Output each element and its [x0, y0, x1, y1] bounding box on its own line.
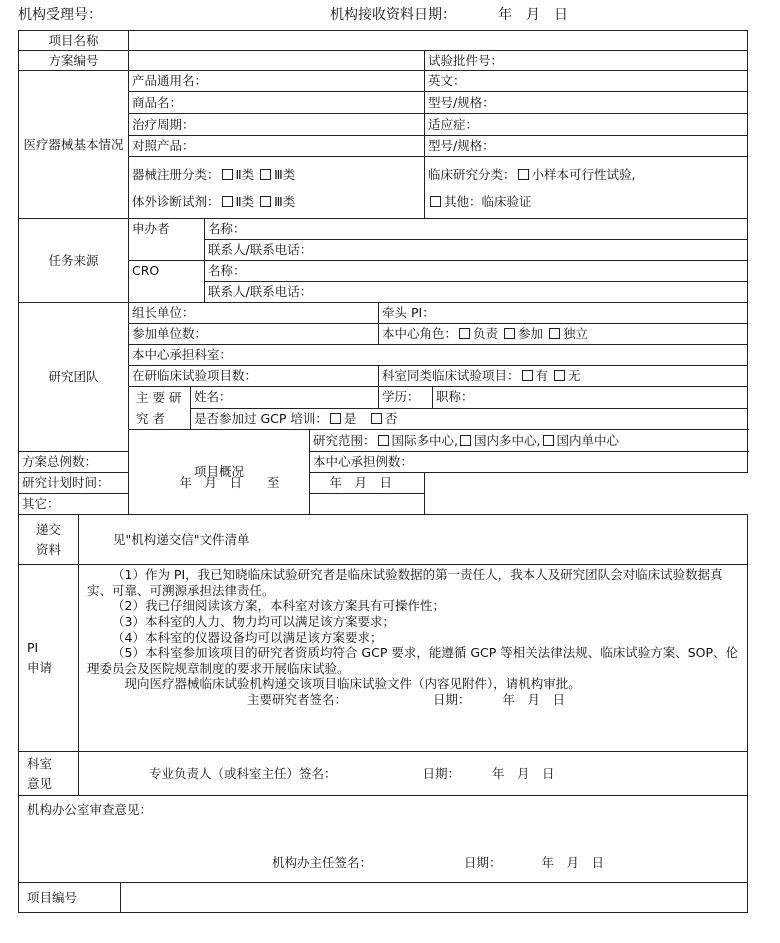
office-date-label: 日期：: [464, 854, 502, 870]
model-spec-field[interactable]: 型号/规格：: [425, 92, 748, 114]
pi-sign-label: 主要研究者签名：: [247, 692, 348, 707]
dept-sign-label: 专业负责人（或科室主任）签名：: [149, 765, 337, 781]
pi-statement-6: 现向医疗器械临床试验机构递交该项目临床试验文件（内容见附件），请机构审批。: [124, 676, 581, 692]
scope-label: 研究范围：: [313, 432, 376, 448]
cro-label: CRO: [129, 261, 205, 303]
class2-label: Ⅱ类: [235, 166, 255, 182]
clinical-class-cell: [425, 157, 748, 219]
registration-class-cell: [129, 157, 425, 219]
cro-contact-field[interactable]: 联系人/联系电话：: [205, 282, 748, 303]
device-section-label: 医疗器械基本情况: [19, 71, 129, 219]
english-name-field[interactable]: 英文：: [425, 71, 748, 92]
similar-no-checkbox[interactable]: [554, 370, 565, 381]
treatment-period-field[interactable]: 治疗周期：: [129, 114, 425, 136]
sponsor-label: 申办者: [129, 219, 205, 261]
research-team-label: 研究团队: [19, 303, 129, 452]
dept-date-label: 日期：: [422, 765, 461, 781]
role-alone-checkbox[interactable]: [549, 328, 560, 339]
trade-name-field[interactable]: 商品名：: [129, 92, 425, 114]
gcp-training-label: 是否参加过 GCP 培训：: [194, 410, 328, 426]
center-cases-field[interactable]: 本中心承担例数：: [310, 452, 748, 473]
overview-label: 项目概况: [129, 430, 310, 515]
office-opinion-label: 机构办公室审查意见：: [27, 802, 153, 817]
center-role-label: 本中心角色：: [382, 326, 458, 342]
pi-statement-2: （2）我已仔细阅读该方案，本科室对该方案具有可操作性；: [112, 598, 445, 614]
center-role-cell: [379, 324, 748, 345]
education-field[interactable]: 学历：: [379, 387, 433, 409]
similar-no-label: 无: [568, 368, 581, 384]
role-lead-checkbox[interactable]: [459, 328, 470, 339]
submit-content: 见"机构递交信"文件清单: [79, 515, 748, 565]
gcp-yes-checkbox[interactable]: [330, 413, 341, 424]
similar-trials-label: 科室同类临床试验项目：: [382, 368, 520, 384]
similar-yes-label: 有: [535, 368, 549, 384]
main-researcher-label: 主 要 研 究 者: [129, 387, 191, 430]
control-product-field[interactable]: 对照产品：: [129, 136, 425, 157]
role-lead-label: 负责: [473, 326, 499, 342]
domestic-checkbox[interactable]: [460, 435, 471, 446]
dept-label-line1: 科室: [27, 755, 53, 771]
gcp-yes-label: 是: [343, 410, 357, 426]
plan-time-cell[interactable]: [19, 473, 425, 494]
pi-statement-1: （1）作为 PI，我已知晓临床试验研究者是临床试验数据的第一责任人，我本人及研究团队会对临床试验数据真实、可靠、可溯源承担法律责任。: [87, 567, 723, 598]
department-field[interactable]: 本中心承担科室：: [129, 345, 748, 366]
project-name-label: 项目名称: [19, 31, 129, 51]
sponsor-name-field[interactable]: 名称：: [205, 219, 748, 240]
role-alone-label: 独立: [563, 326, 589, 342]
indication-field[interactable]: 适应症：: [425, 114, 748, 136]
single-label: 国内单中心: [556, 432, 620, 448]
intl-label: 国际多中心,: [391, 432, 459, 448]
pi-statement-4: （4）本科室的仪器设备均可以满足该方案要求；: [112, 629, 383, 645]
lead-pi-field[interactable]: 牵头 PI：: [379, 303, 748, 324]
class3-label: Ⅲ类: [274, 166, 296, 182]
pi-label-line2: 申请: [27, 660, 53, 675]
role-join-label: 参加: [518, 326, 544, 342]
gcp-no-checkbox[interactable]: [371, 413, 382, 424]
ivd-class2-label: Ⅱ类: [235, 193, 255, 209]
control-model-field[interactable]: 型号/规格：: [425, 136, 748, 157]
project-number-field[interactable]: [121, 883, 748, 913]
participant-count-field[interactable]: 参加单位数：: [129, 324, 379, 345]
single-checkbox[interactable]: [543, 435, 554, 446]
ivd-class3-checkbox[interactable]: [260, 196, 271, 207]
project-name-field[interactable]: [129, 31, 748, 51]
project-number-label: 项目编号: [19, 883, 121, 913]
cro-name-field[interactable]: 名称：: [205, 261, 748, 282]
class2-checkbox[interactable]: [222, 169, 233, 180]
plan-number-field[interactable]: [129, 51, 425, 71]
task-source-label: 任务来源: [19, 219, 129, 303]
dept-sign-row[interactable]: [79, 752, 748, 796]
dept-opinion-label: [19, 752, 79, 796]
office-sign-label: 机构办主任签名：: [272, 854, 373, 870]
plan-time-fill: 年 月 日 至 年 月 日: [179, 475, 393, 491]
office-date-fill: 年 月 日: [541, 854, 605, 870]
domestic-label: 国内多中心,: [474, 432, 541, 448]
device-reg-class-label: 器械注册分类：: [132, 166, 220, 182]
intl-checkbox[interactable]: [378, 435, 389, 446]
small-sample-checkbox[interactable]: [518, 169, 529, 180]
other-checkbox[interactable]: [430, 196, 441, 207]
office-sign-row: [27, 855, 739, 871]
application-form: [18, 30, 748, 913]
class3-checkbox[interactable]: [260, 169, 271, 180]
receive-date-fill: 年 月 日: [498, 7, 568, 23]
pi-label-line1: PI: [27, 640, 39, 655]
gcp-no-label: 否: [384, 410, 398, 426]
ivd-class3-label: Ⅲ类: [274, 193, 296, 209]
small-sample-label: 小样本可行性试验,: [531, 166, 636, 182]
pi-statement: [79, 565, 748, 752]
dept-date-fill: 年 月 日: [492, 765, 555, 781]
other-verification-label: 其他：临床验证: [444, 193, 532, 209]
ivd-class2-checkbox[interactable]: [222, 196, 233, 207]
receive-date-label: 机构接收资料日期：: [330, 7, 456, 23]
researcher-name-field[interactable]: 姓名：: [191, 387, 379, 409]
batch-number-label[interactable]: 试验批件号：: [425, 51, 748, 71]
dept-label-line2: 意见: [27, 775, 53, 791]
total-cases-field[interactable]: 方案总例数：: [19, 452, 129, 473]
similar-yes-checkbox[interactable]: [522, 370, 533, 381]
clinical-class-label: 临床研究分类：: [428, 166, 516, 182]
ongoing-trials-field[interactable]: 在研临床试验项目数：: [129, 366, 379, 387]
pi-date-fill: 年 月 日: [502, 692, 566, 707]
pi-label: [19, 565, 79, 752]
pi-date-label: 日期：: [433, 692, 471, 707]
gcp-training-cell: [191, 408, 748, 430]
sponsor-contact-field[interactable]: 联系人/联系电话：: [205, 240, 748, 261]
pi-statement-5: （5）本科室参加该项目的研究者资质均符合 GCP 要求，能遵循 GCP 等相关法律法规、临床试验方案、SOP、伦理委员会及医院规章制度的要求开展临床试验。: [87, 645, 739, 676]
pi-sign-row: [87, 692, 743, 708]
leader-unit-field[interactable]: 组长单位：: [129, 303, 379, 324]
submit-label: 递交资料: [19, 515, 79, 565]
generic-name-field[interactable]: 产品通用名：: [129, 71, 425, 92]
pi-statement-3: （3）本科室的人力、物力均可以满足该方案要求；: [112, 613, 395, 629]
title-field[interactable]: 职称：: [433, 387, 748, 409]
office-opinion-cell[interactable]: [19, 796, 748, 883]
similar-trials-cell: [379, 366, 748, 387]
scope-cell: [310, 430, 748, 452]
other-field[interactable]: 其它：: [19, 494, 425, 515]
role-join-checkbox[interactable]: [504, 328, 515, 339]
plan-number-label: 方案编号: [19, 51, 129, 71]
accept-number-label: 机构受理号：: [18, 7, 102, 23]
plan-time-label: 研究计划时间：: [22, 475, 110, 491]
ivd-label: 体外诊断试剂：: [132, 193, 220, 209]
